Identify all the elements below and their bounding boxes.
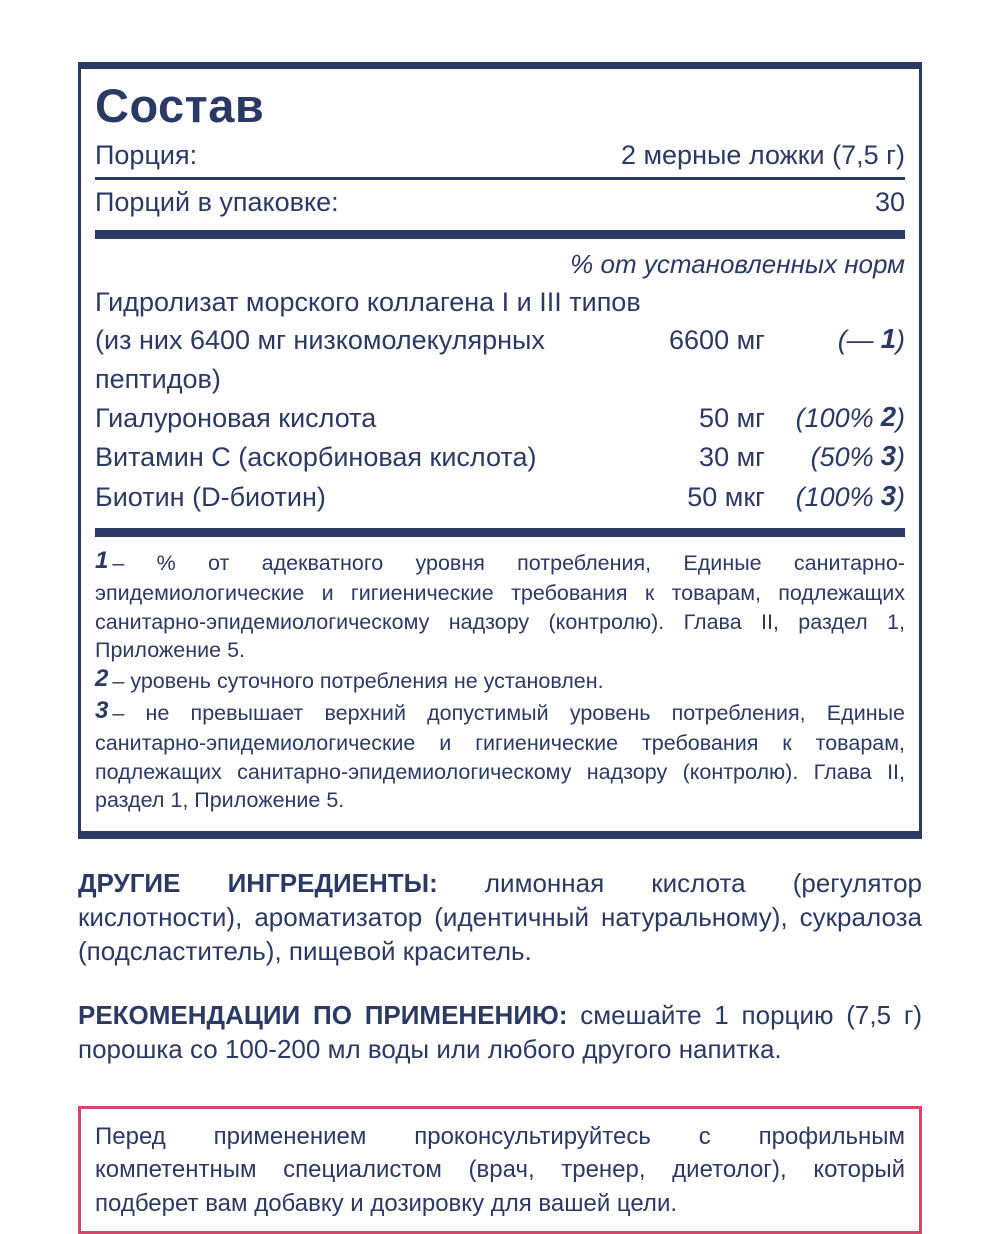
ingredient-detail-line xyxy=(95,320,905,398)
warning-box xyxy=(78,1106,922,1233)
ingredient-name: Витамин C (аскорбиновая кислота) xyxy=(95,442,537,473)
servings-per-pack-label: Порций в упаковке: xyxy=(95,187,339,218)
footnote-text: – не превышает верхний допустимый уровень потребления, Единые санитарно-эпидемиологические и гигиенические требования к товарам, подлежащих санитарно-эпидемиологическому надзору (контролю). Глава II, раздел 1, Приложение 5. xyxy=(95,700,905,813)
ingredient-subname: (из них 6400 мг низкомолекулярных пептидов) xyxy=(95,325,545,394)
ingredient-amount: 50 мг xyxy=(699,403,765,434)
ingredient-name: Гидролизат морского коллагена I и III типов xyxy=(95,287,641,318)
table-row xyxy=(95,398,905,437)
recommendations-label: РЕКОМЕНДАЦИИ ПО ПРИМЕНЕНИЮ: xyxy=(78,999,568,1030)
divider-thick xyxy=(95,528,905,537)
footnote-marker: 3 xyxy=(880,479,896,511)
footnote-marker: 3 xyxy=(880,440,896,472)
recommendations-paragraph xyxy=(78,998,922,1067)
warning-text: Перед применением проконсультируйтесь с профильным компетентным специалистом (врач, тренер, диетолог), который подберет вам добавку и дозировку для вашей цели. xyxy=(95,1123,905,1217)
other-ingredients-paragraph xyxy=(78,866,922,969)
supplement-facts-panel xyxy=(78,62,922,839)
ingredient-name: Биотин (D-биотин) xyxy=(95,481,326,512)
ingredient-percent: (50% 3) xyxy=(810,440,905,473)
footnote-ref: 2 xyxy=(95,664,109,692)
ingredient-percent: (100% 2) xyxy=(795,401,905,434)
ingredient-amount: 30 мг xyxy=(699,442,765,473)
table-row xyxy=(95,437,905,476)
serving-row xyxy=(95,133,905,177)
footnote-marker: 1 xyxy=(880,323,896,355)
table-row xyxy=(95,284,905,398)
ingredient-percent: (100% 3) xyxy=(795,479,905,512)
footnote-marker: 2 xyxy=(880,401,896,433)
serving-value: 2 мерные ложки (7,5 г) xyxy=(620,140,905,171)
divider-thick xyxy=(95,230,905,239)
footnotes xyxy=(95,547,905,815)
other-ingredients-text: лимонная кислота (регулятор кислотности), ароматизатор (идентичный натуральному), сукралоза (подсластитель), пищевой краситель. xyxy=(78,867,922,967)
ingredient-amount: 6600 мг xyxy=(669,325,765,356)
table-row xyxy=(95,477,905,516)
label-content xyxy=(78,62,922,1234)
servings-per-pack-value: 30 xyxy=(874,187,905,218)
footnote-item xyxy=(95,547,905,665)
recommendations-text: смешайте 1 порцию (7,5 г) порошка со 100-200 мл воды или любого другого напитка. xyxy=(78,999,922,1064)
servings-per-pack-row xyxy=(95,180,905,224)
footnote-ref: 1 xyxy=(95,547,109,575)
footnote-item xyxy=(95,665,905,697)
ingredient-percent: (— 1) xyxy=(837,323,905,356)
panel-title: Состав xyxy=(95,79,265,132)
footnote-ref: 3 xyxy=(95,696,109,724)
footnote-text: – % от адекватного уровня потребления, Единые санитарно-эпидемиологические и гигиенические требования к товарам, подлежащих санитарно-эпидемиологическому надзору (контролю). Глава II, раздел 1, Приложение 5. xyxy=(95,551,905,663)
ingredient-name: Гиалуроновая кислота xyxy=(95,403,377,434)
footnote-item xyxy=(95,697,905,815)
other-ingredients-label: ДРУГИЕ ИНГРЕДИЕНТЫ: xyxy=(78,867,438,898)
percent-norms-header: % от установленных норм xyxy=(570,249,905,280)
ingredient-amount: 50 мкг xyxy=(687,481,765,512)
footnote-text: – уровень суточного потребления не установлен. xyxy=(112,668,604,693)
serving-label: Порция: xyxy=(95,140,198,171)
